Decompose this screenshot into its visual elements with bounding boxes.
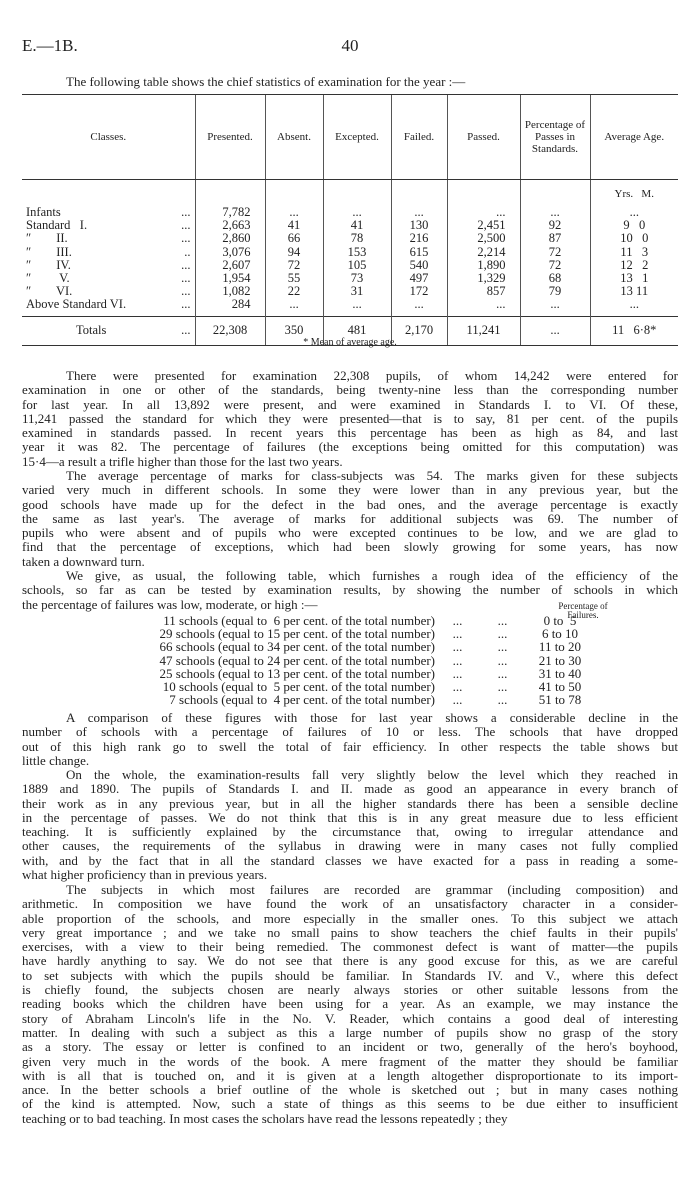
text-line: 1889 and 1890. The pupils of Standards I. and II. made as good an appearance in every branch of: [22, 781, 678, 797]
text-line: number of schools with a percentage of failures of 10 or less. The schools that have dropped: [22, 724, 678, 740]
cell-presented: 2,663: [222, 218, 251, 233]
cell-presented: 1,954: [222, 271, 251, 286]
cell-pct: 87: [548, 231, 562, 246]
text-line: schools, so far as can be tested by examination results, by showing the number of schools in which: [22, 582, 678, 598]
cell-presented: 2,607: [222, 257, 251, 272]
class-name: ″ VI.: [26, 284, 73, 299]
cell-age: ...: [629, 205, 639, 219]
schools-row: [100, 640, 620, 653]
text-line: story of Abraham Lincoln's life in the No. V. Reader, which contains a good deal of interesting: [22, 1010, 678, 1026]
leader-dots: ...: [497, 639, 508, 655]
table-body: [22, 180, 678, 317]
cell-absent: 22: [287, 284, 301, 299]
cell-passed: ...: [496, 297, 506, 312]
failure-range: 0 to 5: [543, 613, 577, 628]
leader-dots: ...: [497, 679, 508, 695]
class-label: [26, 246, 191, 259]
total-age: 11 6·8*: [590, 316, 678, 345]
text-line: ance. In the better schools a brief outline of the whole is sketched out ; but in many cases nothing: [22, 1082, 678, 1098]
text-line: with is all that is touched on, and it is given at a length altogether disproportionate to its import-: [22, 1067, 678, 1083]
cell-age: 9 0: [623, 218, 646, 233]
leader-dots: ...: [181, 284, 191, 299]
cell-age: 10 0: [620, 231, 649, 246]
column-header: Absent.: [265, 95, 323, 180]
class-label: [26, 232, 191, 245]
text-line: examination in one or other of the standards, being twenty-nine less than the corresponding number: [22, 382, 678, 398]
cell-absent: 55: [287, 271, 301, 286]
cell-absent: 41: [287, 218, 301, 233]
paragraph-failures-subjects: [22, 883, 678, 1126]
spacer: [452, 188, 516, 206]
text-line: taken a downward turn.: [22, 553, 145, 569]
schools-text: 10 schools (equal to 5 per cent. of the total number): [162, 679, 435, 695]
cell-passed: 2,500: [477, 231, 506, 246]
class-name: Standard I.: [26, 218, 88, 233]
schools-row: [100, 654, 620, 667]
schools-text: 25 schools (equal to 13 per cent. of the total number): [159, 665, 435, 681]
total-failed: 2,170: [391, 316, 447, 345]
cell-absent: 94: [287, 244, 301, 259]
table-footnote: * Mean of average age.: [303, 337, 397, 348]
column-header: Passed.: [447, 95, 520, 180]
table-header-row: [22, 95, 678, 180]
total-excepted: 481: [323, 316, 391, 345]
document-reference: E.—1B.: [22, 36, 78, 55]
paragraph-marks: [22, 469, 678, 569]
column-failed: [391, 180, 447, 317]
leader-dots: ...: [181, 257, 191, 272]
text-line: A comparison of these figures with those for last year shows a considerable decline in the: [66, 710, 678, 725]
text-line: little change.: [22, 752, 90, 768]
column-presented: [195, 180, 265, 317]
paragraph-presented: [22, 369, 678, 469]
text-line: varied very much in different schools. In some they were lower than in any previous year, but the: [22, 482, 678, 498]
cell-age: 13 1: [620, 271, 649, 286]
examination-statistics-table: [22, 94, 678, 346]
failure-range: 11 to 20: [538, 639, 582, 655]
text-line: good schools have made up for the defect in the bad ones, and the average percentage is exactly: [22, 496, 678, 512]
spacer: [26, 188, 191, 206]
cell-excepted: 73: [350, 271, 364, 286]
cell-passed: 1,329: [477, 271, 506, 286]
total-pct: ...: [520, 316, 590, 345]
text-line: teaching. It is sufficiently explained by the circumstance that, owing to irregular attendance and: [22, 824, 678, 840]
text-line: in the percentage of passes. We do not think that this is in any great measure due to less efficient: [22, 809, 678, 825]
class-name: Above Standard VI.: [26, 297, 127, 312]
leader-dots: ...: [497, 692, 508, 708]
cell-failed: 540: [409, 257, 429, 272]
text-line: out of this high rank go to swell the total of fair efficiency. In other respects the table shows but: [22, 738, 678, 754]
class-name: ″ II.: [26, 231, 68, 246]
cell-failed: 172: [409, 284, 429, 299]
text-line: teaching or to bad teaching. In most cases the scholars have read the lessons repeatedly ; they: [22, 1110, 508, 1126]
cell-absent: 72: [287, 257, 301, 272]
total-absent: 350: [265, 316, 323, 345]
schools-text: 66 schools (equal to 34 per cent. of the total number): [159, 639, 435, 655]
text-line: year it was 82. The percentage of failures (the exceptions being omitted for this computation) was: [22, 439, 678, 455]
failure-range: 6 to 10: [541, 626, 579, 642]
cell-failed: ...: [414, 297, 424, 312]
cell-passed: ...: [496, 205, 506, 219]
column-header: Failed.: [391, 95, 447, 180]
leader-dots: ...: [452, 665, 463, 681]
cell-absent: 66: [287, 231, 301, 246]
cell-excepted: ...: [352, 205, 362, 219]
column-absent: [265, 180, 323, 317]
schools-text: 29 schools (equal to 15 per cent. of the total number): [159, 626, 435, 642]
cell-failed: 216: [409, 231, 429, 246]
column-age: [590, 180, 678, 317]
schools-text: 7 schools (equal to 4 per cent. of the total number): [169, 692, 435, 708]
text-line: very great importance ; and we take no small pains to show teachers the chief faults in their pupils': [22, 924, 678, 940]
percentage-failures-header: Percentage of Failures.: [558, 601, 608, 620]
text-line: to set subjects with which the pupils should be familiar. In Standards IV. and V., where this defect: [22, 967, 678, 983]
cell-passed: 1,890: [477, 257, 506, 272]
text-line: the same as last year's. The average of marks for additional subjects was 69. The number of: [22, 510, 678, 526]
total-presented: 22,308: [195, 316, 265, 345]
text-line: arithmetic. In composition we have found the work of an unsatisfactory character in a consider-: [22, 896, 678, 912]
column-excepted: [323, 180, 391, 317]
column-passed: [447, 180, 520, 317]
text-line: as a story. The essay or letter is confined to an incident or two, generally of the hero's boyhood,: [22, 1039, 678, 1055]
cell-failed: 615: [409, 244, 429, 259]
table-intro: The following table shows the chief statistics of examination for the year :—: [66, 74, 466, 89]
text-line: is chiefly found, the subjects chosen are nearly always stories or other suitable lessons from the: [22, 982, 678, 998]
leader-dots: ...: [181, 271, 191, 286]
text-line: examined in standards passed. In recent years this percentage has been as high as 84, and last: [22, 425, 678, 441]
page-number: 40: [341, 36, 359, 55]
leader-dots: ...: [452, 626, 463, 642]
leader-dots: ...: [497, 613, 508, 628]
total-passed: 11,241: [447, 316, 520, 345]
leader-dots: ...: [452, 692, 463, 708]
leader-dots: ...: [452, 679, 463, 695]
cell-presented: 284: [231, 297, 251, 312]
cell-excepted: 105: [347, 257, 367, 272]
column-header: Percentage of Passes in Standards.: [520, 95, 590, 180]
schools-failure-table: [100, 614, 620, 706]
cell-excepted: 78: [350, 231, 364, 246]
column-header: Average Age.: [590, 95, 678, 180]
text-line: The subjects in which most failures are recorded are grammar (including composition) and: [66, 882, 678, 897]
cell-age: ...: [629, 297, 639, 312]
leader-dots: ...: [181, 323, 191, 338]
column-header: Excepted.: [323, 95, 391, 180]
schools-row: [100, 693, 620, 706]
text-line: find that the percentage of exceptions, which had been slowly growing for some years, has now: [22, 539, 678, 555]
cell-excepted: ...: [352, 297, 362, 312]
text-line: We give, as usual, the following table, which furnishes a rough idea of the efficiency of the: [66, 568, 678, 583]
leader-dots: ...: [452, 639, 463, 655]
column-pct: [520, 180, 590, 317]
text-line: what higher proficiency than in previous years.: [22, 867, 268, 883]
text-line: On the whole, the examination-results fall very slightly below the level which they reached in: [66, 767, 678, 782]
text-line: 11,241 passed the standard for which they were presented—that is to say, 81 per cent. of the pupils: [22, 410, 678, 426]
schools-text: 11 schools (equal to 6 per cent. of the total number): [163, 613, 435, 628]
text-line: matter. In dealing with such a subject as this a large number of pupils show no grasp of the story: [22, 1024, 678, 1040]
class-name: Infants: [26, 205, 61, 219]
text-line: 15·4—a result a trifle higher than those for the last two years.: [22, 453, 343, 469]
cell-excepted: 31: [350, 284, 364, 299]
cell-pct: 92: [548, 218, 562, 233]
cell-pct: ...: [550, 205, 560, 219]
leader-dots: ..: [184, 244, 191, 259]
paragraph-comparison: [22, 711, 678, 768]
text-line: given very much in the words of the book. A mere fragment of the matter they should be familiar: [22, 1053, 678, 1069]
cell-presented: 3,076: [222, 244, 251, 259]
cell-pct: 72: [548, 257, 562, 272]
failure-range: 21 to 30: [538, 652, 582, 668]
totals-name: Totals: [76, 323, 107, 338]
cell-pct: 72: [548, 244, 562, 259]
text-line: their work as in any previous year, but in all the higher standards there has been a sensible decline: [22, 795, 678, 811]
failure-range: 51 to 78: [538, 692, 582, 708]
text-line: pupils who were absent and of pupils who were excepted continues to be low, and we are glad to: [22, 525, 678, 541]
leader-dots: ...: [181, 231, 191, 246]
text-line: There were presented for examination 22,308 pupils, of whom 14,242 were entered for: [66, 368, 678, 383]
spacer: [200, 188, 261, 206]
spacer: [525, 188, 586, 206]
leader-dots: ...: [497, 626, 508, 642]
leader-dots: ...: [497, 665, 508, 681]
cell-presented: 7,782: [222, 205, 251, 219]
failure-range: 41 to 50: [538, 679, 582, 695]
spacer: [270, 188, 319, 206]
paragraph-whole-results: [22, 768, 678, 882]
text-line: reading books which the children have been using for a year. As an example, we may instance the: [22, 996, 678, 1012]
schools-text: 47 schools (equal to 24 per cent. of the total number): [159, 652, 435, 668]
text-line: for last year. In all 13,892 were present, and were examined in Standards I. to VI. Of these,: [22, 396, 678, 412]
text-line: other causes, the requirements of the syllabus in drawing were in many cases not fully complied: [22, 838, 678, 854]
cell-absent: ...: [289, 205, 299, 219]
cell-presented: 2,860: [222, 231, 251, 246]
column-header: Classes.: [22, 95, 195, 180]
class-name: ″ III.: [26, 244, 72, 259]
text-line: the percentage of failures was low, moderate, or high :—: [22, 596, 318, 612]
leader-dots: ...: [497, 652, 508, 668]
class-name: ″ V.: [26, 271, 70, 286]
text-line: exercises, with a view to their being remedied. The commonest defect is want of matter—the pupils: [22, 939, 678, 955]
cell-passed: 2,451: [477, 218, 506, 233]
cell-excepted: 153: [347, 244, 367, 259]
cell-passed: 857: [486, 284, 506, 299]
cell-failed: ...: [414, 205, 424, 219]
text-line: with, and by the fact that in all the standard classes we have exacted for a pass in reading a some-: [22, 852, 678, 868]
text-line: have hardly anything to say. We do not see that there is any good excuse for this, as we are careful: [22, 953, 678, 969]
text-line: The average percentage of marks for class-subjects was 54. The marks given for these subjects: [66, 468, 678, 483]
column-header: Presented.: [195, 95, 265, 180]
cell-pct: 68: [548, 271, 562, 286]
class-label: [26, 324, 191, 337]
cell-age: 12 2: [620, 257, 649, 272]
cell-failed: 497: [409, 271, 429, 286]
cell-pct: ...: [550, 297, 560, 312]
class-label: [26, 298, 191, 311]
leader-dots: ...: [181, 297, 191, 312]
leader-dots: ...: [181, 205, 191, 219]
cell-age: 13 11: [620, 284, 649, 299]
cell-passed: 2,214: [477, 244, 506, 259]
cell-age: 11 3: [620, 244, 649, 259]
leader-dots: ...: [452, 652, 463, 668]
spacer: [396, 188, 443, 206]
class-name: ″ IV.: [26, 257, 71, 272]
age-units: Yrs. M.: [614, 188, 654, 200]
classes-cell: [22, 180, 195, 317]
leader-dots: ...: [452, 613, 463, 628]
cell-failed: 130: [409, 218, 429, 233]
text-line: of the kind is attempted. Now, such a state of things as this seems to be due either to insufficient: [22, 1096, 678, 1112]
failure-range: 31 to 40: [538, 665, 582, 681]
cell-absent: ...: [289, 297, 299, 312]
leader-dots: ...: [181, 218, 191, 233]
cell-excepted: 41: [350, 218, 364, 233]
text-line: able proportion of the schools, and more especially in the smaller ones. To this subject we attach: [22, 910, 678, 926]
cell-presented: 1,082: [222, 284, 251, 299]
spacer: [328, 188, 387, 206]
cell-pct: 79: [548, 284, 562, 299]
